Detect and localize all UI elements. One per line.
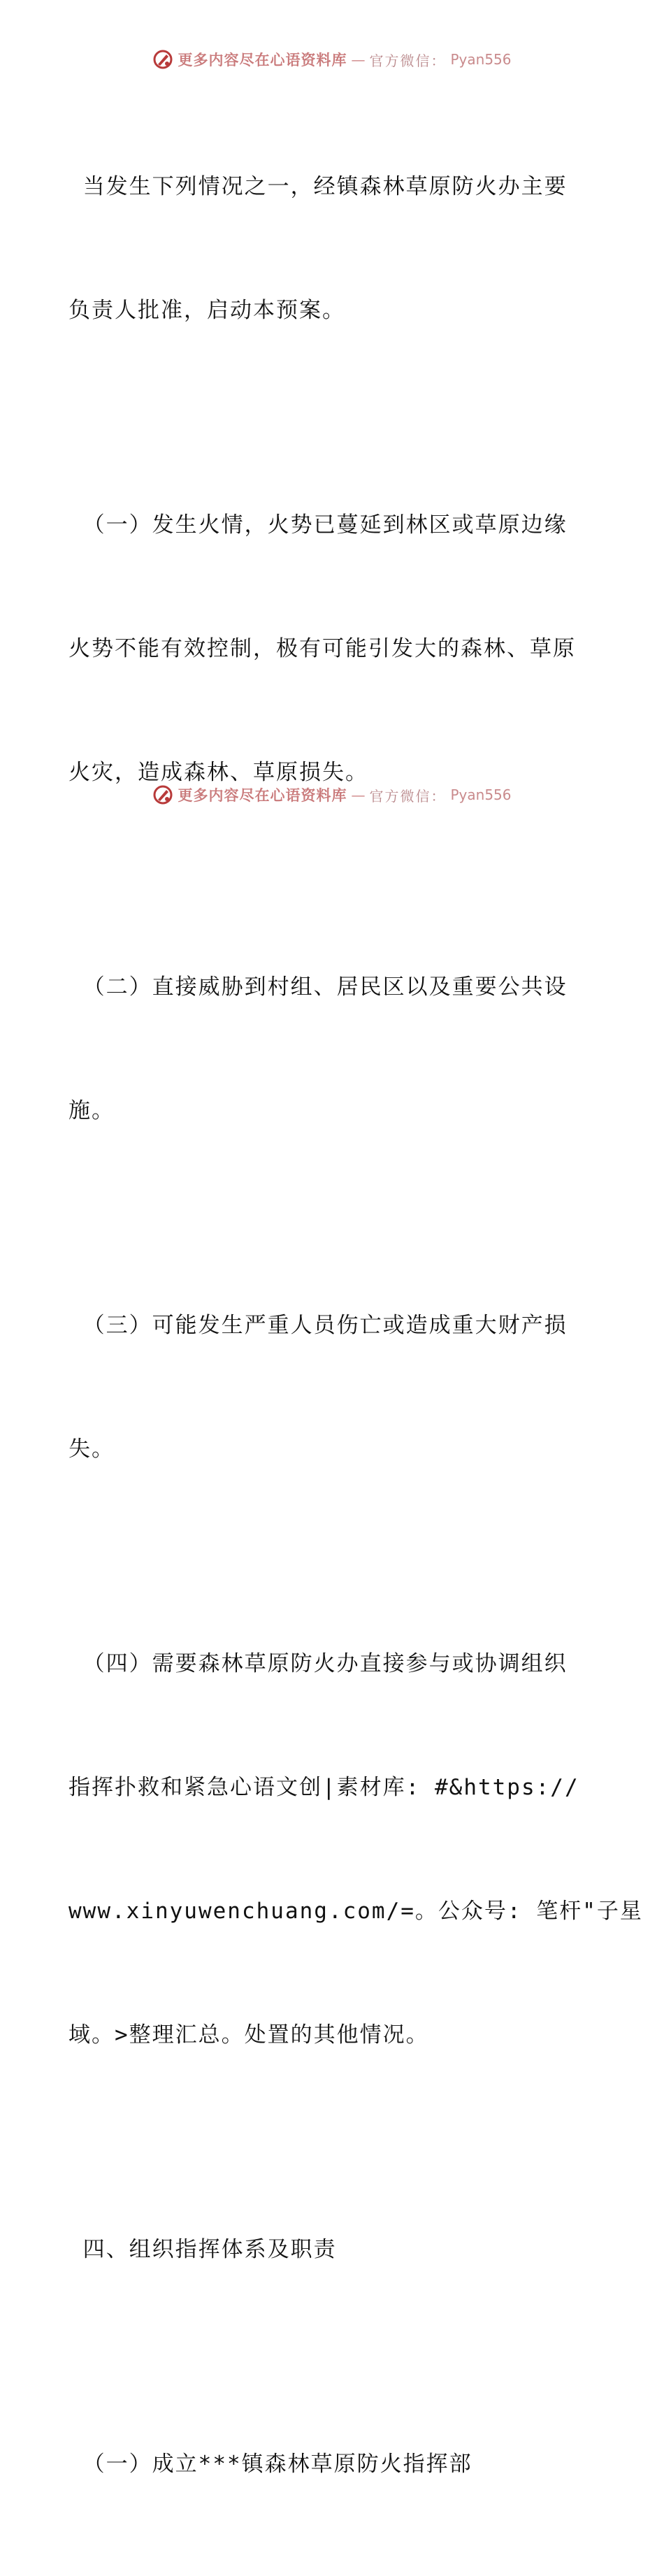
text-line: （二）直接威胁到村组、居民区以及重要公共设	[68, 974, 568, 1000]
paragraph-condition-1	[68, 422, 600, 876]
text-line: （一）成立***镇森林草原防火指挥部	[68, 2452, 472, 2477]
text-line: 火灾，造成森林、草原损失。	[68, 760, 368, 785]
text-line: 指挥扑救和紧急心语文创|素材库: #&https://	[68, 1775, 579, 1800]
pen-logo-icon	[152, 49, 173, 70]
banner-wechat-label: 官方微信：	[369, 52, 447, 69]
text-line: （四）需要森林草原防火办直接参与或协调组织	[68, 1651, 568, 1676]
text-line: www.xinyuwenchuang.com/=。公众号: 笔杆"子星	[68, 1899, 643, 1924]
text-line: 失。	[68, 1437, 115, 1462]
banner-wechat-id: Pyan556	[450, 51, 512, 68]
paragraph-condition-4	[68, 1561, 643, 2138]
text-line: 负责人批准，启动本预案。	[68, 298, 345, 323]
paragraph-condition-3	[68, 1223, 600, 1553]
text-line: 当发生下列情况之一，经镇森林草原防火办主要	[68, 174, 568, 199]
banner-dash: —	[351, 786, 366, 803]
banner-wechat-id: Pyan556	[450, 786, 512, 803]
text-line: 火势不能有效控制，极有可能引发大的森林、草原	[68, 636, 576, 661]
banner-brand: 更多内容尽在心语资料库	[178, 51, 347, 69]
banner-wechat-label: 官方微信：	[369, 787, 447, 805]
header-watermark	[0, 49, 664, 70]
footer-watermark	[0, 784, 664, 805]
document-body	[68, 84, 643, 2576]
text-line: 域。>整理汇总。处置的其他情况。	[68, 2022, 429, 2048]
section-heading	[68, 2147, 600, 2353]
banner-brand: 更多内容尽在心语资料库	[178, 786, 347, 804]
paragraph-activation	[68, 84, 600, 414]
paragraph-condition-2	[68, 884, 600, 1214]
text-line: 四、组织指挥体系及职责	[68, 2237, 337, 2262]
text-line: 施。	[68, 1098, 115, 1123]
text-line: （一）发生火情，火势已蔓延到林区或草原边缘	[68, 512, 568, 538]
text-line: （三）可能发生严重人员伤亡或造成重大财产损	[68, 1313, 568, 1338]
banner-dash: —	[351, 51, 366, 68]
subsection-heading	[68, 2361, 600, 2568]
pen-logo-icon	[152, 784, 173, 805]
